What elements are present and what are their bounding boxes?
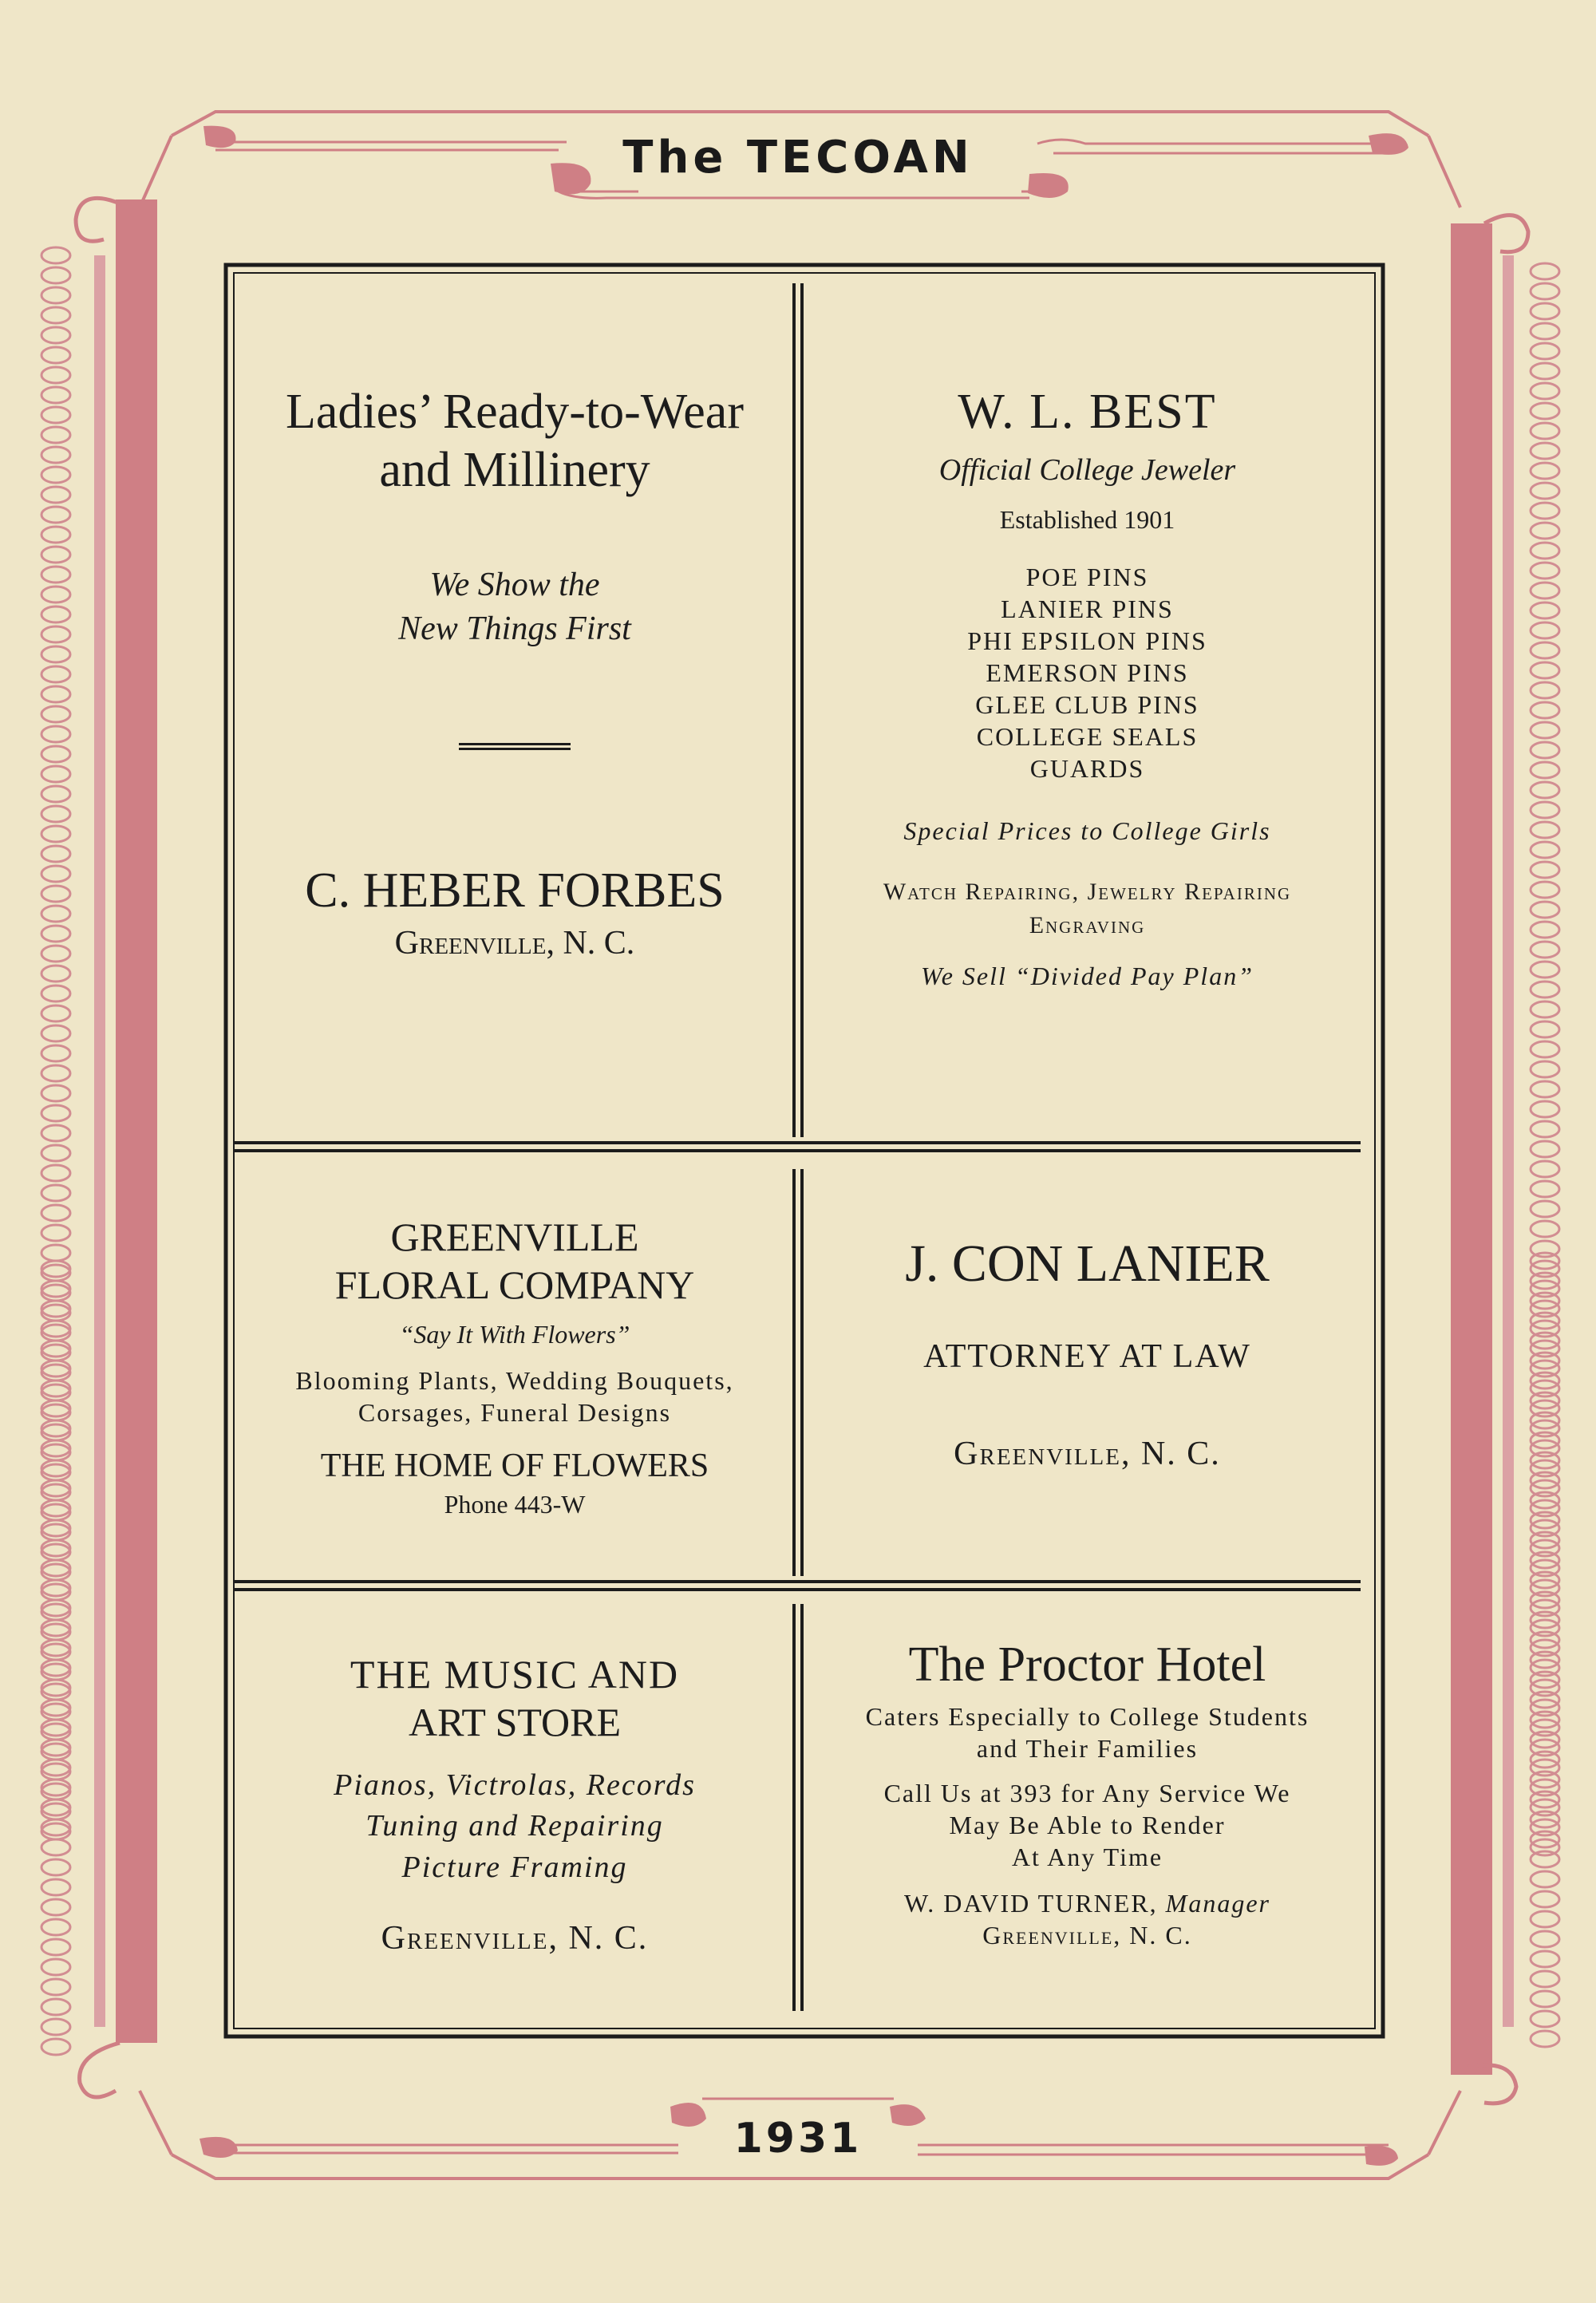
music-line1: Pianos, Victrolas, Records (334, 1768, 696, 1802)
ad-floral (239, 1213, 790, 1520)
proctor-manager-name: W. DAVID TURNER, (904, 1889, 1158, 1918)
music-line2: Tuning and Repairing (365, 1809, 664, 1843)
ad-music (239, 1650, 790, 1960)
best-item: GLEE CLUB PINS (975, 689, 1199, 719)
music-name-line1: THE MUSIC AND (350, 1652, 680, 1697)
best-plan: We Sell “Divided Pay Plan” (921, 961, 1254, 990)
best-items-list (806, 561, 1369, 784)
proctor-manager-title: Manager (1165, 1889, 1270, 1918)
floral-tagline: THE HOME OF FLOWERS (320, 1448, 709, 1484)
music-location: Greenville, N. C. (381, 1919, 649, 1957)
best-item: EMERSON PINS (986, 658, 1189, 687)
ad-proctor (806, 1636, 1369, 1951)
ad-lanier (806, 1233, 1369, 1476)
proctor-desc-line2: and Their Families (976, 1734, 1199, 1764)
floral-slogan: “Say It With Flowers” (399, 1320, 630, 1349)
forbes-name: C. HEBER FORBES (305, 863, 725, 918)
proctor-call-line2: May Be Able to Render (949, 1811, 1226, 1840)
lanier-location: Greenville, N. C. (954, 1436, 1221, 1473)
forbes-heading-line2: and Millinery (379, 443, 650, 498)
forbes-heading-line1: Ladies’ Ready-to-Wear (286, 385, 744, 439)
best-item: GUARDS (1029, 753, 1145, 783)
best-item: POE PINS (1025, 562, 1149, 591)
best-item: COLLEGE SEALS (976, 721, 1199, 751)
best-established: Established 1901 (999, 504, 1175, 534)
proctor-call-line3: At Any Time (1011, 1843, 1163, 1872)
best-item: PHI EPSILON PINS (967, 626, 1207, 655)
music-name-line2: ART STORE (408, 1700, 622, 1744)
floral-desc-line1: Blooming Plants, Wedding Bouquets, (295, 1366, 734, 1395)
page-header: The TECOAN (622, 132, 974, 184)
ad-forbes (239, 383, 790, 965)
page-footer-year: 1931 (733, 2115, 863, 2163)
best-name: W. L. BEST (958, 385, 1217, 439)
lanier-title: ATTORNEY AT LAW (923, 1337, 1251, 1375)
forbes-location: Greenville, N. C. (394, 924, 635, 962)
best-subtitle: Official College Jeweler (938, 453, 1236, 488)
forbes-slogan-line2: New Things First (398, 610, 631, 647)
best-item: LANIER PINS (1001, 594, 1174, 623)
music-line3: Picture Framing (401, 1850, 628, 1884)
proctor-location: Greenville, N. C. (982, 1921, 1192, 1950)
proctor-desc-line1: Caters Especially to College Students (865, 1702, 1310, 1732)
proctor-manager (806, 1887, 1369, 1919)
forbes-slogan-line1: We Show the (429, 567, 600, 604)
proctor-name: The Proctor Hotel (908, 1637, 1266, 1692)
lanier-name: J. CON LANIER (905, 1234, 1270, 1293)
floral-desc-line2: Corsages, Funeral Designs (358, 1398, 672, 1427)
proctor-call-line1: Call Us at 393 for Any Service We (883, 1779, 1291, 1808)
double-rule (459, 743, 571, 750)
ad-best (806, 383, 1369, 992)
floral-name-line1: GREENVILLE (390, 1215, 639, 1259)
floral-name-line2: FLORAL COMPANY (334, 1262, 695, 1307)
floral-phone: Phone 443-W (444, 1489, 586, 1519)
best-special: Special Prices to College Girls (903, 816, 1271, 845)
best-services-line2: Engraving (1029, 911, 1146, 938)
best-services-line1: Watch Repairing, Jewelry Repairing (883, 878, 1292, 905)
